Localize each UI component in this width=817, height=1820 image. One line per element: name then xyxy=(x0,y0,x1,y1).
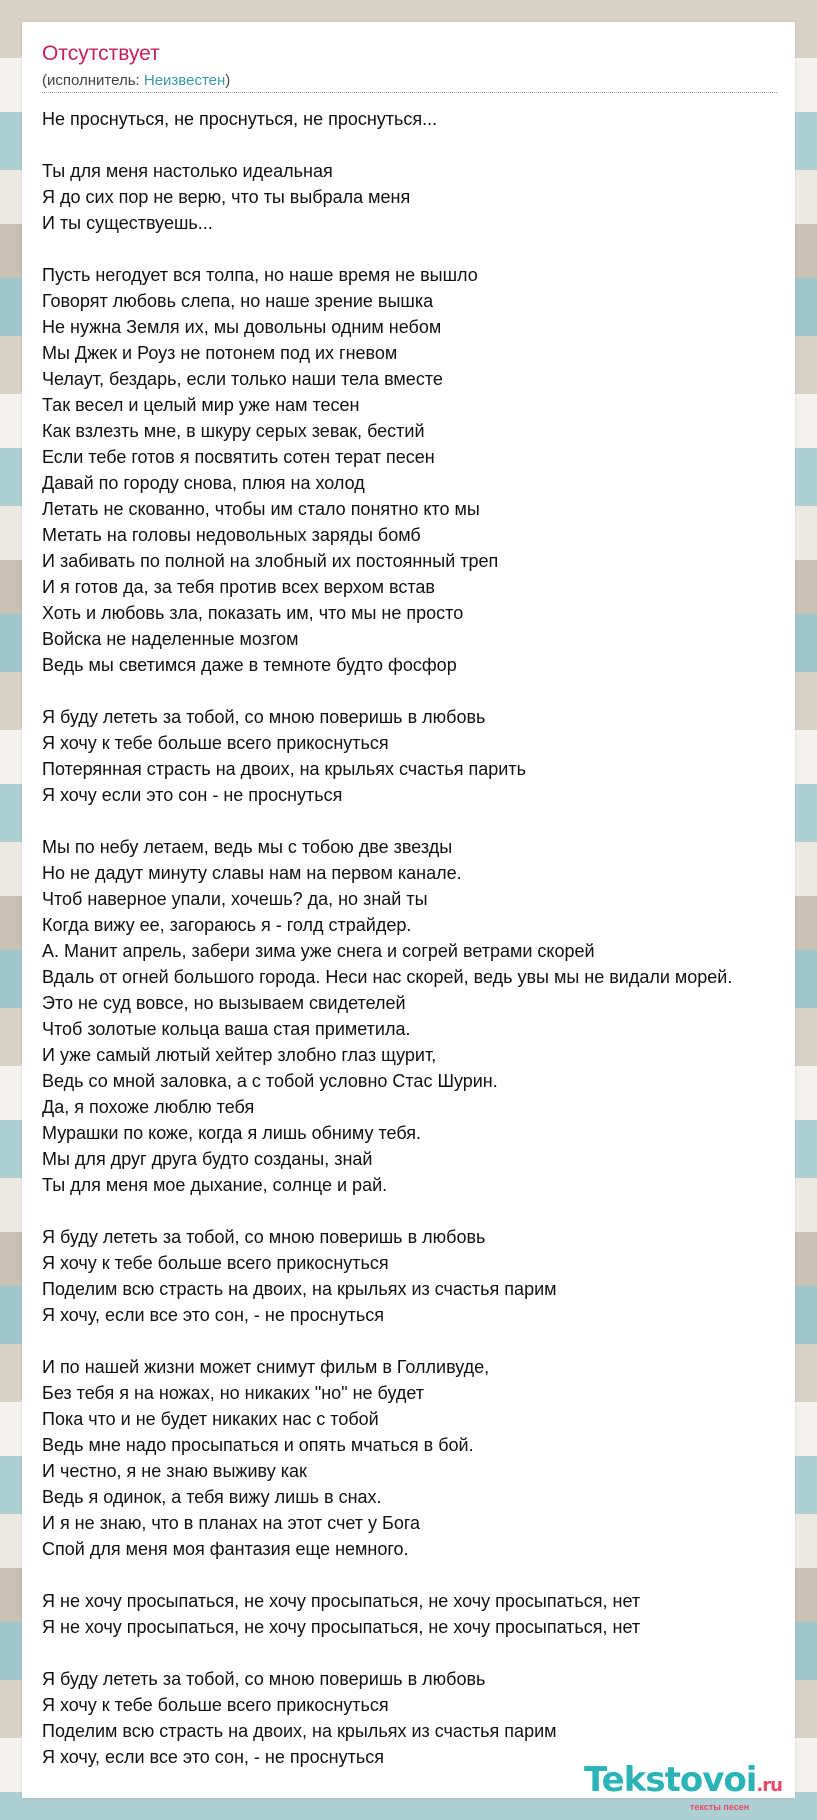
lyric-line: Не проснуться, не проснуться, не проснуться... xyxy=(42,109,438,129)
lyric-line: Чтоб наверное упали, хочешь? да, но знай ты xyxy=(42,889,428,909)
lyric-line: И ты существуешь... xyxy=(42,213,213,233)
lyrics-text xyxy=(42,106,802,1770)
lyric-line: Ведь я одинок, а тебя вижу лишь в снах. xyxy=(42,1487,382,1507)
lyric-line: Если тебе готов я посвятить сотен терат песен xyxy=(42,447,435,467)
lyric-line: Поделим всю страсть на двоих, на крыльях из счастья парим xyxy=(42,1721,557,1741)
lyric-line: Я хочу, если все это сон, - не проснуться xyxy=(42,1747,384,1767)
lyric-line: И уже самый лютый хейтер злобно глаз щурит, xyxy=(42,1045,437,1065)
lyric-line: Это не суд вовсе, но вызываем свидетелей xyxy=(42,993,406,1013)
lyric-line: Как взлезть мне, в шкуру серых зевак, бестий xyxy=(42,421,425,441)
lyric-line: Мы по небу летаем, ведь мы с тобою две звезды xyxy=(42,837,453,857)
lyric-line: Ведь мне надо просыпаться и опять мчаться в бой. xyxy=(42,1435,474,1455)
logo-tagline: тексты песен xyxy=(690,1802,750,1812)
lyric-line: Метать на головы недовольных заряды бомб xyxy=(42,525,421,545)
lyric-line: Ты для меня мое дыхание, солнце и рай. xyxy=(42,1175,388,1195)
content-card xyxy=(22,22,795,1812)
lyric-line: Челаут, бездарь, если только наши тела вместе xyxy=(42,369,443,389)
stanza-break xyxy=(42,678,802,704)
lyric-line: Я не хочу просыпаться, не хочу просыпаться, не хочу просыпаться, нет xyxy=(42,1591,641,1611)
lyric-line: Поделим всю страсть на двоих, на крыльях из счастья парим xyxy=(42,1279,557,1299)
logo-text: Tekstovoi xyxy=(584,1760,757,1800)
song-title: Отсутствует xyxy=(42,42,160,65)
lyric-line: Пусть негодует вся толпа, но наше время не вышло xyxy=(42,265,478,285)
lyric-line: Потерянная страсть на двоих, на крыльях счастья парить xyxy=(42,759,526,779)
lyric-line: Когда вижу ее, загораюсь я - голд страйдер. xyxy=(42,915,412,935)
lyric-line: Вдаль от огней большого города. Неси нас скорей, ведь увы мы не видали морей. xyxy=(42,967,733,987)
lyric-line: Спой для меня моя фантазия еще немного. xyxy=(42,1539,409,1559)
stanza-break xyxy=(42,1198,802,1224)
lyric-line: И я не знаю, что в планах на этот счет у Бога xyxy=(42,1513,421,1533)
lyric-line: Да, я похоже люблю тебя xyxy=(42,1097,255,1117)
lyric-line: Так весел и целый мир уже нам тесен xyxy=(42,395,360,415)
lyric-line: И я готов да, за тебя против всех верхом встав xyxy=(42,577,435,597)
stanza-break xyxy=(42,132,802,158)
lyric-line: Но не дадут минуту славы нам на первом канале. xyxy=(42,863,462,883)
lyric-line: Не нужна Земля их, мы довольны одним небом xyxy=(42,317,442,337)
lyric-line: Я буду лететь за тобой, со мною поверишь в любовь xyxy=(42,1227,486,1247)
lyric-line: Я хочу если это сон - не проснуться xyxy=(42,785,343,805)
stanza-break xyxy=(42,808,802,834)
lyric-line: Давай по городу снова, плюя на холод xyxy=(42,473,365,493)
stanza-break xyxy=(42,1562,802,1588)
lyric-line: Пока что и не будет никаких нас с тобой xyxy=(42,1409,379,1429)
logo-suffix: .ru xyxy=(756,1775,782,1796)
lyric-line: Мы для друг друга будто созданы, знай xyxy=(42,1149,373,1169)
lyric-line: Я хочу к тебе больше всего прикоснуться xyxy=(42,1695,389,1715)
lyric-line: Ты для меня настолько идеальная xyxy=(42,161,333,181)
lyric-line: Войска не наделенные мозгом xyxy=(42,629,299,649)
lyric-line: Летать не скованно, чтобы им стало понятно кто мы xyxy=(42,499,480,519)
lyric-line: И честно, я не знаю выживу как xyxy=(42,1461,307,1481)
site-logo[interactable] xyxy=(584,1760,782,1800)
artist-line xyxy=(42,72,230,89)
lyric-line: Ведь мы светимся даже в темноте будто фосфор xyxy=(42,655,457,675)
lyric-line: И забивать по полной на злобный их постоянный треп xyxy=(42,551,499,571)
lyric-line: Без тебя я на ножах, но никаких "но" не будет xyxy=(42,1383,425,1403)
lyric-line: Я до сих пор не верю, что ты выбрала меня xyxy=(42,187,411,207)
lyric-line: Я не хочу просыпаться, не хочу просыпаться, не хочу просыпаться, нет xyxy=(42,1617,641,1637)
lyric-line: Я хочу, если все это сон, - не проснуться xyxy=(42,1305,384,1325)
artist-prefix: (исполнитель: xyxy=(42,72,144,89)
stanza-break xyxy=(42,1640,802,1666)
lyric-line: А. Манит апрель, забери зима уже снега и согрей ветрами скорей xyxy=(42,941,595,961)
divider xyxy=(42,92,777,93)
lyric-line: И по нашей жизни может снимут фильм в Голливуде, xyxy=(42,1357,490,1377)
lyric-line: Хоть и любовь зла, показать им, что мы не просто xyxy=(42,603,464,623)
lyric-line: Я буду лететь за тобой, со мною поверишь в любовь xyxy=(42,707,486,727)
lyric-line: Говорят любовь слепа, но наше зрение вышка xyxy=(42,291,434,311)
lyric-line: Мурашки по коже, когда я лишь обниму тебя. xyxy=(42,1123,421,1143)
artist-link[interactable]: Неизвестен xyxy=(143,72,226,89)
lyric-line: Я буду лететь за тобой, со мною поверишь в любовь xyxy=(42,1669,486,1689)
lyric-line: Ведь со мной заловка, а с тобой условно Стас Шурин. xyxy=(42,1071,498,1091)
lyric-line: Я хочу к тебе больше всего прикоснуться xyxy=(42,733,389,753)
artist-suffix: ) xyxy=(225,72,231,89)
stanza-break xyxy=(42,1328,802,1354)
lyric-line: Чтоб золотые кольца ваша стая приметила. xyxy=(42,1019,411,1039)
lyric-line: Мы Джек и Роуз не потонем под их гневом xyxy=(42,343,398,363)
stanza-break xyxy=(42,236,802,262)
lyric-line: Я хочу к тебе больше всего прикоснуться xyxy=(42,1253,389,1273)
